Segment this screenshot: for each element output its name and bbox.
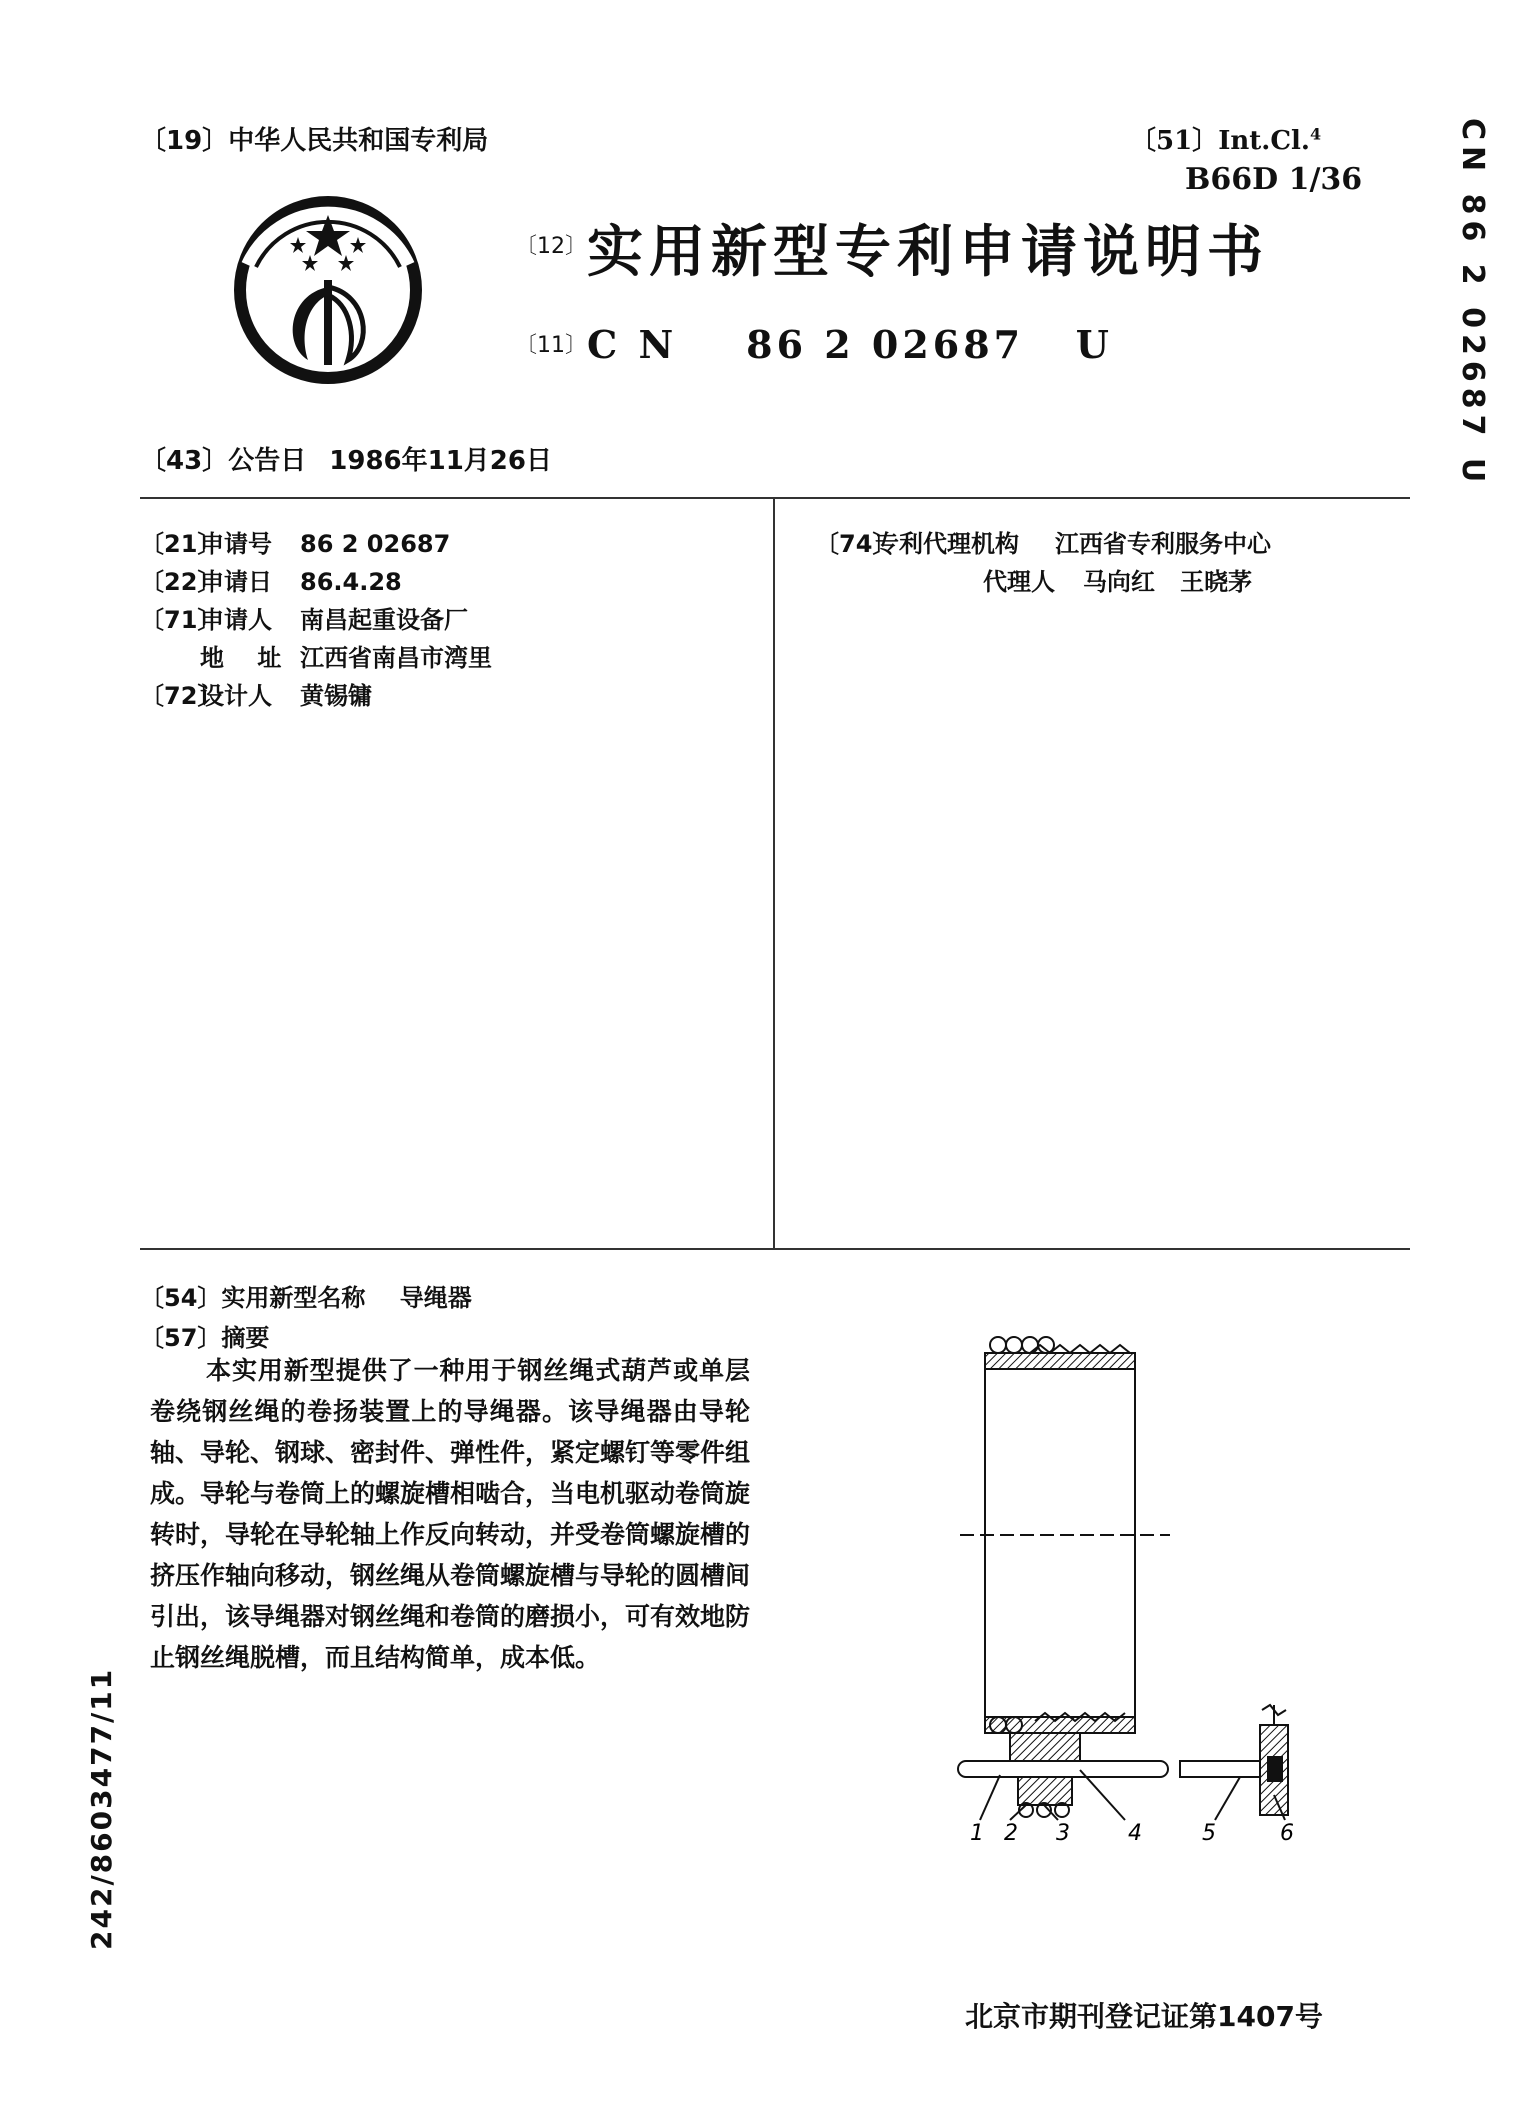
doc-type-line [515, 208, 1269, 288]
intcl-code: 〔51〕 [1130, 126, 1219, 156]
biblio-row-application-number: 〔21〕申请号 86 2 02687 [140, 530, 451, 558]
intcl-line [1130, 120, 1321, 157]
biblio-right [815, 525, 1271, 601]
rope-guide-drawing [940, 1325, 1320, 1845]
office-line [140, 120, 488, 157]
utility-title: 导绳器 [399, 1284, 472, 1312]
biblio-row-agency: 〔74〕专利代理机构 江西省专利服务中心 [815, 530, 1271, 558]
title-code: 〔54〕 [140, 1284, 222, 1312]
announce-date: 1986年11月26日 [329, 446, 552, 476]
office-name: 中华人民共和国专利局 [228, 126, 489, 156]
intcl-value: B66D 1/36 [1185, 162, 1363, 197]
biblio-row-applicant: 〔71〕申请人 南昌起重设备厂 [140, 606, 468, 634]
part-label-6: 6 [1280, 1821, 1294, 1845]
biblio-row-address: 地 址 江西省南昌市湾里 [200, 644, 492, 672]
abstract-code: 〔57〕 [140, 1324, 222, 1352]
intcl-sup: 4 [1309, 124, 1322, 144]
footer-registration: 北京市期刊登记证第1407号 [965, 2000, 1323, 2033]
left-margin-code: 242/8603477/11 [85, 1667, 118, 1950]
side-pub-number: CN 86 2 02687 U [1455, 118, 1490, 489]
pub-number-line [515, 322, 1113, 367]
office-code: 〔19〕 [140, 126, 229, 156]
biblio-row-application-date: 〔22〕申请日 86.4.28 [140, 568, 402, 596]
bottom-rule [140, 1248, 1410, 1250]
column-divider [773, 498, 775, 1248]
part-label-3: 3 [1056, 1821, 1070, 1845]
abstract-text: 本实用新型提供了一种用于钢丝绳式葫芦或单层卷绕钢丝绳的卷扬装置上的导绳器。该导绳器由导轮轴、导轮、钢球、密封件、弹性件，紧定螺钉等零件组成。导轮与卷筒上的螺旋槽相啮合，当电机驱动卷筒旋转时，导轮在导轮轴上作反向转动，并受卷筒螺旋槽的挤压作轴向移动，钢丝绳从卷筒螺旋槽与导轮的圆槽间引出，该导绳器对钢丝绳和卷筒的磨损小，可有效地防止钢丝绳脱槽，而且结构简单，成本低。 [150, 1356, 751, 1672]
doc-type-title: 实用新型专利申请说明书 [587, 219, 1269, 285]
announce-label: 公告日 [228, 446, 307, 476]
part-label-5: 5 [1202, 1821, 1216, 1845]
top-rule [140, 497, 1410, 499]
title-label: 实用新型名称 [221, 1284, 366, 1312]
biblio-row-agent: 代理人 马向红 王晓茅 [983, 568, 1253, 596]
abstract-heading [140, 1318, 269, 1353]
biblio-row-designer: 〔72〕设计人 黄锡镛 [140, 682, 372, 710]
pub-code: 〔11〕 [515, 333, 587, 358]
announce-code: 〔43〕 [140, 446, 229, 476]
announce-line [140, 440, 552, 477]
patent-office-emblem [228, 195, 428, 385]
biblio-left [140, 525, 492, 715]
doc-type-code: 〔12〕 [515, 234, 587, 259]
intcl-label: Int.Cl. [1218, 126, 1310, 156]
utility-title-line [140, 1278, 472, 1313]
part-label-2: 2 [1004, 1821, 1018, 1845]
part-label-4: 4 [1128, 1821, 1142, 1845]
abstract-label: 摘要 [221, 1324, 270, 1352]
pub-number: C N 86 2 02687 U [587, 322, 1113, 367]
part-label-1: 1 [970, 1821, 984, 1845]
